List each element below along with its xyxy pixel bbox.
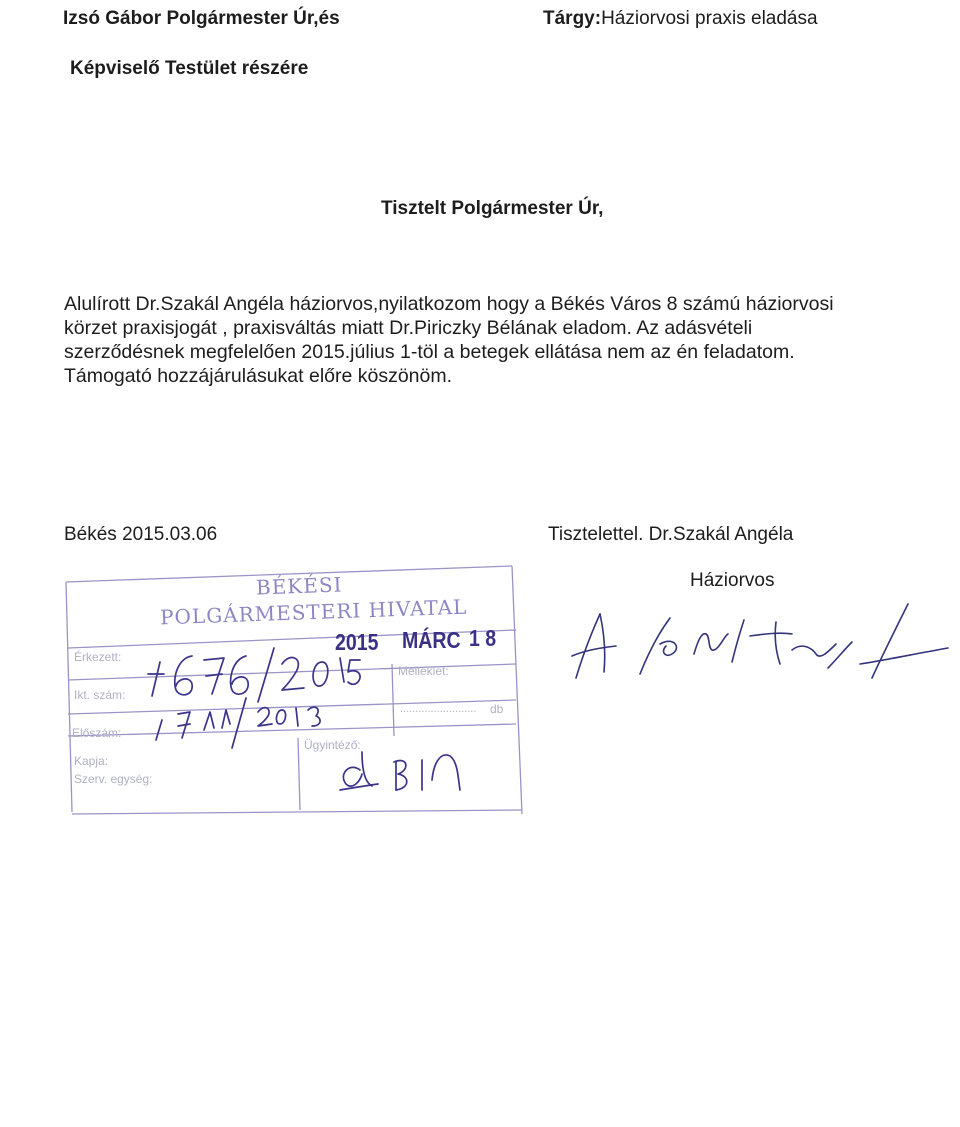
subject-label: Tárgy: [543,8,602,29]
recipient-line-2: Képviselő Testület részére [70,58,309,79]
title-role: Háziorvos [690,570,775,591]
handwritten-clerk-initials [340,752,460,790]
stamp-handwriting [60,552,535,822]
stamp-dotted-line: ......................... [400,703,477,715]
handwritten-previous-number [156,698,320,748]
stamp-count-label: db [490,702,504,716]
place-date: Békés 2015.03.06 [64,524,218,545]
stamp-file-number-label: Ikt. szám: [74,688,126,702]
stamp-title-line1: BÉKÉSI [255,572,343,600]
stamp-unit-label: Szerv. egység: [74,772,153,786]
recipient-line-1: Izsó Gábor Polgármester Úr,és [63,8,340,29]
stamp-received-label: Érkezett: [74,650,122,664]
handwritten-signature [560,592,960,692]
stamp-title-line2: POLGÁRMESTERI HIVATAL [159,594,468,630]
stamp-date-day: 1 8 [469,625,497,651]
stamp-attachment-label: Melléklet: [398,664,449,678]
body-line: körzet praxisjogát , praxisváltás miatt Dr.Piriczky Bélának eladom. Az adásvételi [64,317,753,339]
closing: Tisztelettel. Dr.Szakál Angéla [548,524,794,545]
salutation: Tisztelt Polgármester Úr, [381,198,604,219]
stamp-clerk-label: Ügyintéző: [304,738,361,752]
stamp-previous-number-label: Előszám: [72,726,122,740]
stamp-recipient-label: Kapja: [74,754,109,768]
letter-body [64,292,924,388]
body-line: Alulírott Dr.Szakál Angéla háziorvos,nyilatkozom hogy a Békés Város 8 számú háziorvosi [64,293,834,315]
stamp-date-year: 2015 [335,629,379,655]
subject-value: Háziorvosi praxis eladása [601,8,818,29]
stamp-date-month: MÁRC [402,627,461,653]
registration-stamp [60,552,535,822]
body-line: Támogató hozzájárulásukat előre köszönöm. [64,365,453,387]
body-line: szerződésnek megfelelően 2015.július 1-töl a betegek ellátása nem az én feladatom. [64,341,795,363]
handwritten-file-number [148,648,360,702]
subject-line [543,8,818,30]
